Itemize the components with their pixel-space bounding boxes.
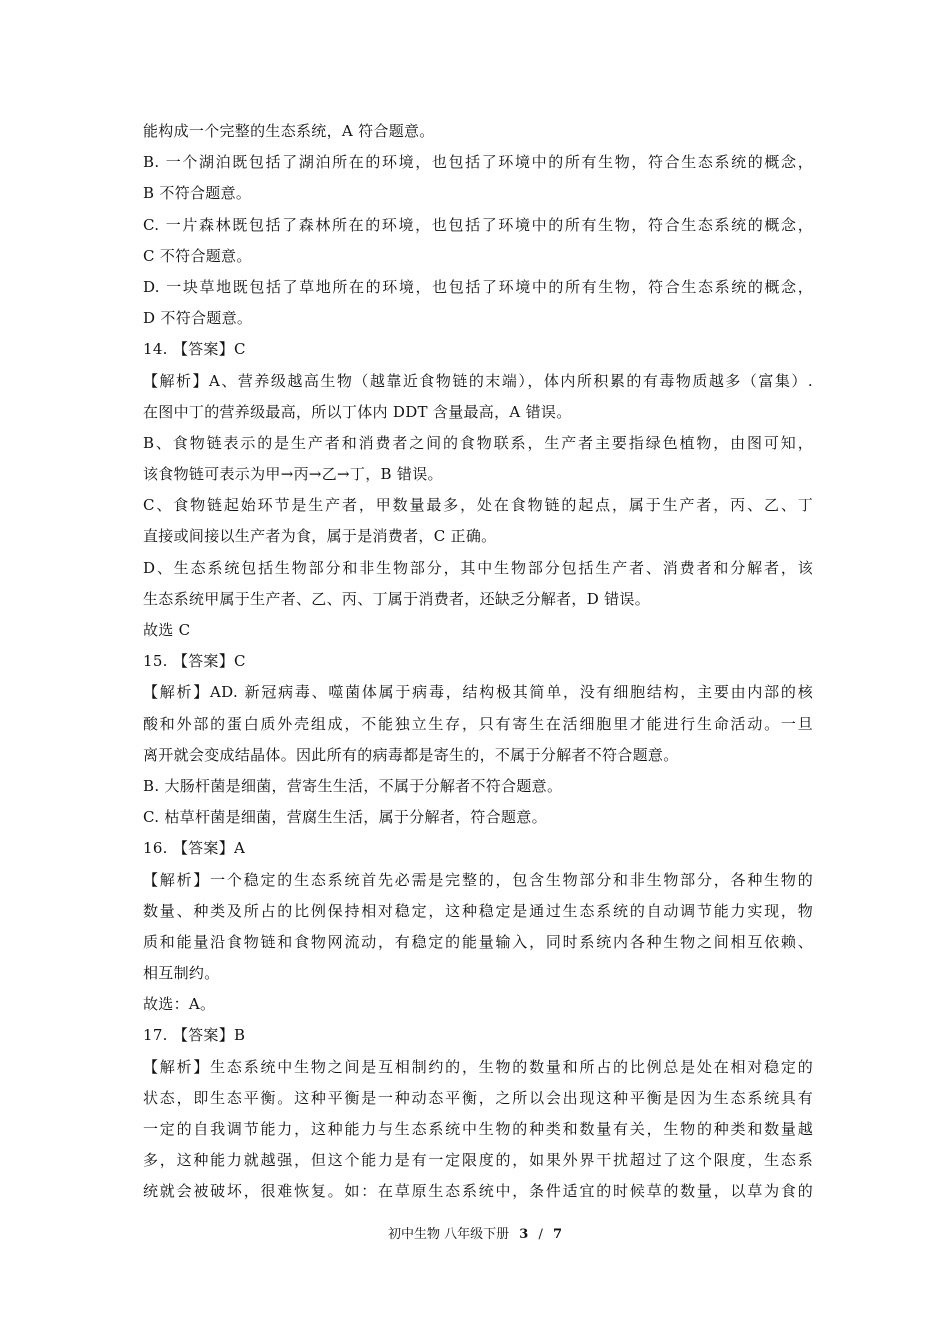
- page-number-total: 7: [552, 1227, 563, 1242]
- text-line: 状态，即生态平衡。这种平衡是一种动态平衡，之所以会出现这种平衡是因为生态系统具有: [143, 1088, 813, 1107]
- text-line: 【解析】A、营养级越高生物（越靠近食物链的末端），体内所积累的有毒物质越多（富集）.: [143, 371, 813, 390]
- answer-heading-16: 16. 【答案】A: [143, 839, 246, 858]
- answer-heading-15: 15. 【答案】C: [143, 652, 246, 671]
- text-line: C 不符合题意。: [143, 246, 252, 265]
- text-line: B、食物链表示的是生产者和消费者之间的食物联系，生产者主要指绿色植物，由图可知，: [143, 433, 813, 452]
- text-line: C、食物链起始环节是生产者，甲数量最多，处在食物链的起点，属于生产者，丙、乙、丁: [143, 496, 813, 515]
- page-number-separator: /: [538, 1227, 543, 1242]
- text-line: 质和能量沿食物链和食物网流动，有稳定的能量输入，同时系统内各种生物之间相互依赖、: [143, 932, 813, 951]
- text-line: 能构成一个完整的生态系统，A 符合题意。: [143, 122, 435, 140]
- answer-heading-17: 17. 【答案】B: [143, 1026, 246, 1045]
- text-line: 多，这种能力就越强，但这个能力是有一定限度的，如果外界干扰超过了这个限度，生态系: [143, 1151, 813, 1170]
- text-line: 生态系统甲属于生产者、乙、丙、丁属于消费者，还缺乏分解者，D 错误。: [143, 589, 650, 608]
- text-line: 一定的自我调节能力，这种能力与生态系统中生物的种类和数量有关，生物的种类和数量越: [143, 1120, 813, 1138]
- page-footer: [0, 1226, 950, 1244]
- text-line: C. 一片森林既包括了森林所在的环境，也包括了环境中的所有生物，符合生态系统的概念，: [143, 215, 813, 234]
- text-line: 直接或间接以生产者为食，属于是消费者，C 正确。: [143, 527, 497, 546]
- answer-heading-14: 14. 【答案】C: [143, 340, 246, 359]
- text-line: D. 一块草地既包括了草地所在的环境，也包括了环境中的所有生物，符合生态系统的概念，: [143, 277, 813, 296]
- text-line: 数量、种类及所占的比例保持相对稳定，这种稳定是通过生态系统的自动调节能力实现，物: [143, 901, 813, 920]
- text-line: B. 一个湖泊既包括了湖泊所在的环境，也包括了环境中的所有生物，符合生态系统的概念，: [143, 153, 813, 172]
- footer-label: 初中生物 八年级下册: [387, 1227, 510, 1242]
- text-line: D、生态系统包括生物部分和非生物部分，其中生物部分包括生产者、消费者和分解者，该: [143, 558, 813, 577]
- text-line: D 不符合题意。: [143, 309, 253, 328]
- text-line: 【解析】一个稳定的生态系统首先必需是完整的，包含生物部分和非生物部分，各种生物的: [143, 870, 813, 889]
- text-line: 离开就会变成结晶体。因此所有的病毒都是寄生的，不属于分解者不符合题意。: [143, 745, 679, 764]
- text-line: 【解析】AD. 新冠病毒、噬菌体属于病毒，结构极其简单，没有细胞结构，主要由内部的核: [143, 683, 813, 702]
- text-line: 酸和外部的蛋白质外壳组成，不能独立生存，只有寄生在活细胞里才能进行生命活动。一旦: [143, 714, 813, 733]
- text-line: 在图中丁的营养级最高，所以丁体内 DDT 含量最高，A 错误。: [143, 402, 572, 421]
- text-line: B. 大肠杆菌是细菌，营寄生生活，不属于分解者不符合题意。: [143, 776, 563, 795]
- text-line: C. 枯草杆菌是细菌，营腐生生活，属于分解者，符合题意。: [143, 808, 547, 827]
- document-body: [143, 116, 813, 1208]
- text-line: 故选 C: [143, 621, 191, 639]
- text-line: 故选：A。: [143, 995, 216, 1014]
- text-line: 统就会被破坏，很难恢复。如：在草原生态系统中，条件适宜的时候草的数量，以草为食的: [143, 1182, 813, 1201]
- text-line: 相互制约。: [143, 964, 220, 983]
- text-line: 该食物链可表示为甲→丙→乙→丁，B 错误。: [143, 465, 443, 484]
- text-line: 【解析】生态系统中生物之间是互相制约的，生物的数量和所占的比例总是处在相对稳定的: [143, 1057, 813, 1076]
- text-line: B 不符合题意。: [143, 184, 252, 203]
- page-number-current: 3: [519, 1227, 529, 1242]
